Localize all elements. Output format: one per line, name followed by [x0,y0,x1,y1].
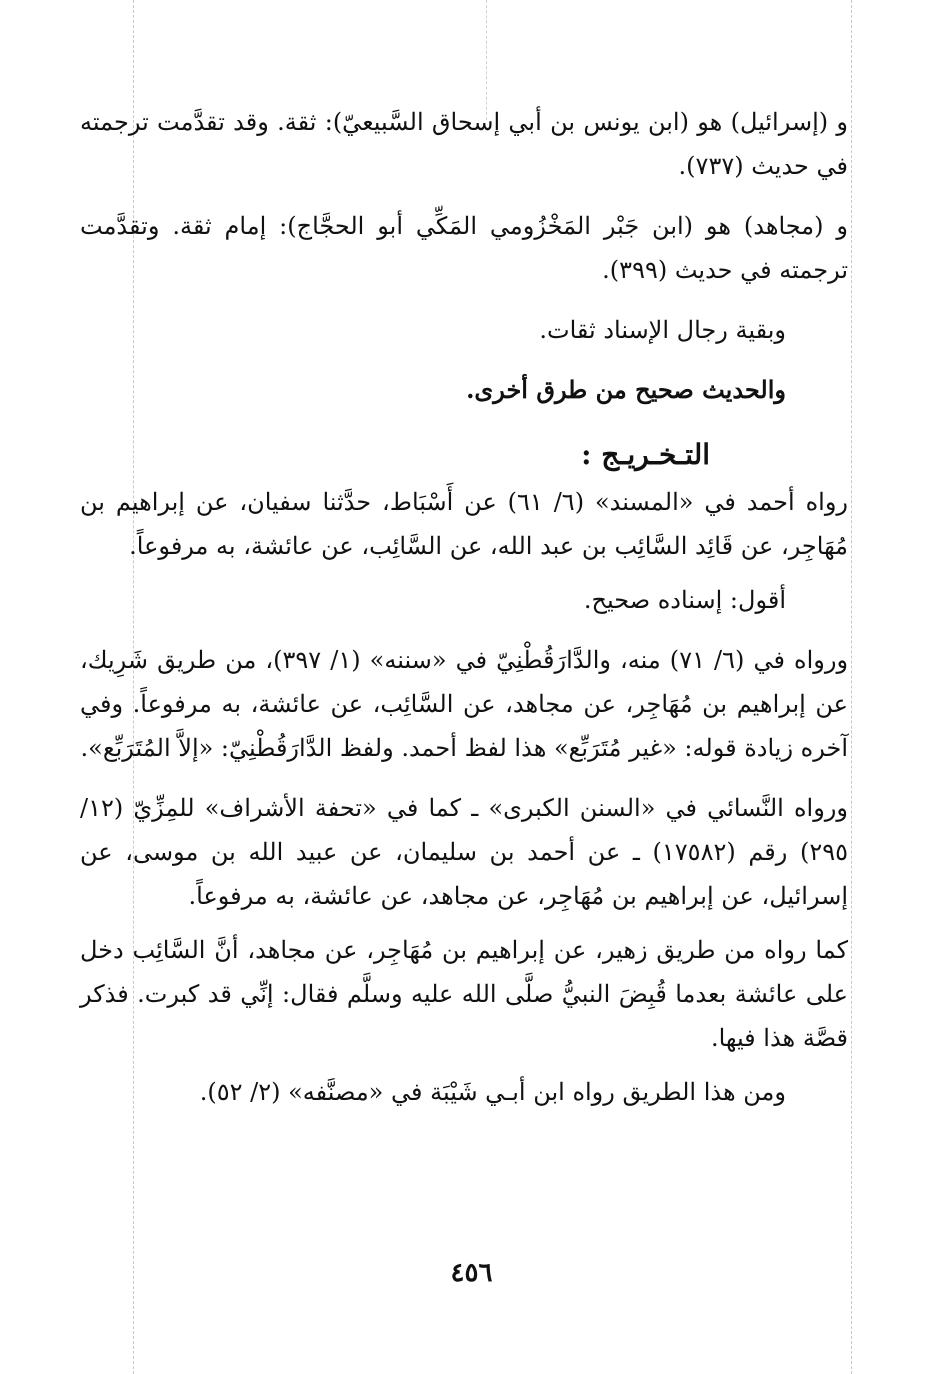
paragraph-daraqutni: ورواه في (٦/ ٧١) منه، والدَّارَقُطْنِيّ في «سننه» (١/ ٣٩٧)، من طريق شَرِيك، عن إبراهيم بن مُهَاجِر، عن مجاهد، عن السَّائِب، عن عائشة، به مرفوعاً. وفي آخره زيادة قوله: «غير مُتَرَبِّع» هذا لفظ أحمد. ولفظ الدَّارَقُطْنِيّ: «إلاَّ المُتَرَبِّع». [80,646,849,762]
section-heading-takhrij: التـخـريـج : [581,438,710,471]
right-margin-guide [851,0,852,1374]
page-number: ٤٥٦ [450,1258,493,1288]
paragraph-israil: و (إسرائيل) هو (ابن يونس بن أبي إسحاق السَّبيعيّ): ثقة. وقد تقدَّمت ترجمته في حديث (٧٣٧). [80,108,848,180]
page-body [80,100,848,1114]
paragraph-isnad-verdict: أقول: إسناده صحيح. [583,586,786,614]
paragraph-remaining-narrators: وبقية رجال الإسناد ثقات. [539,316,786,344]
paragraph-zuhair: كما رواه من طريق زهير، عن إبراهيم بن مُهَاجِر، عن مجاهد، أنَّ السَّائِب دخل على عائشة بعدما قُبِضَ النبيُّ صلَّى الله عليه وسلَّم فقال: إنِّي قد كبرت. فذكر قصَّة هذا فيها. [80,936,848,1052]
paragraph-mujahid: و (مجاهد) هو (ابن جَبْر المَخْزُومي المَكِّي أبو الحجَّاج): إمام ثقة. وتقدَّمت ترجمته في حديث (٣٩٩). [80,212,848,284]
paragraph-nasai: ورواه النَّسائي في «السنن الكبرى» ـ كما في «تحفة الأشراف» للمِزِّيّ (١٢/ ٢٩٥) رقم (١٧٥٨٢) ـ عن أحمد بن سليمان، عن عبيد الله بن موسى، عن إسرائيل، عن إبراهيم بن مُهَاجِر، عن مجاهد، عن عائشة، به مرفوعاً. [80,794,848,910]
paragraph-ahmad: رواه أحمد في «المسند» (٦/ ٦١) عن أَسْبَاط، حدَّثنا سفيان، عن إبراهيم بن مُهَاجِر، عن قَائِد السَّائِب بن عبد الله، عن السَّائِب، عن عائشة، به مرفوعاً. [80,488,848,560]
paragraph-ibn-abi-shaybah: ومن هذا الطريق رواه ابن أبـي شَيْبَة في «مصنَّفه» (٢/ ٥٢). [199,1078,786,1106]
paragraph-hadith-status: والحديث صحيح من طرق أخرى. [466,375,786,404]
